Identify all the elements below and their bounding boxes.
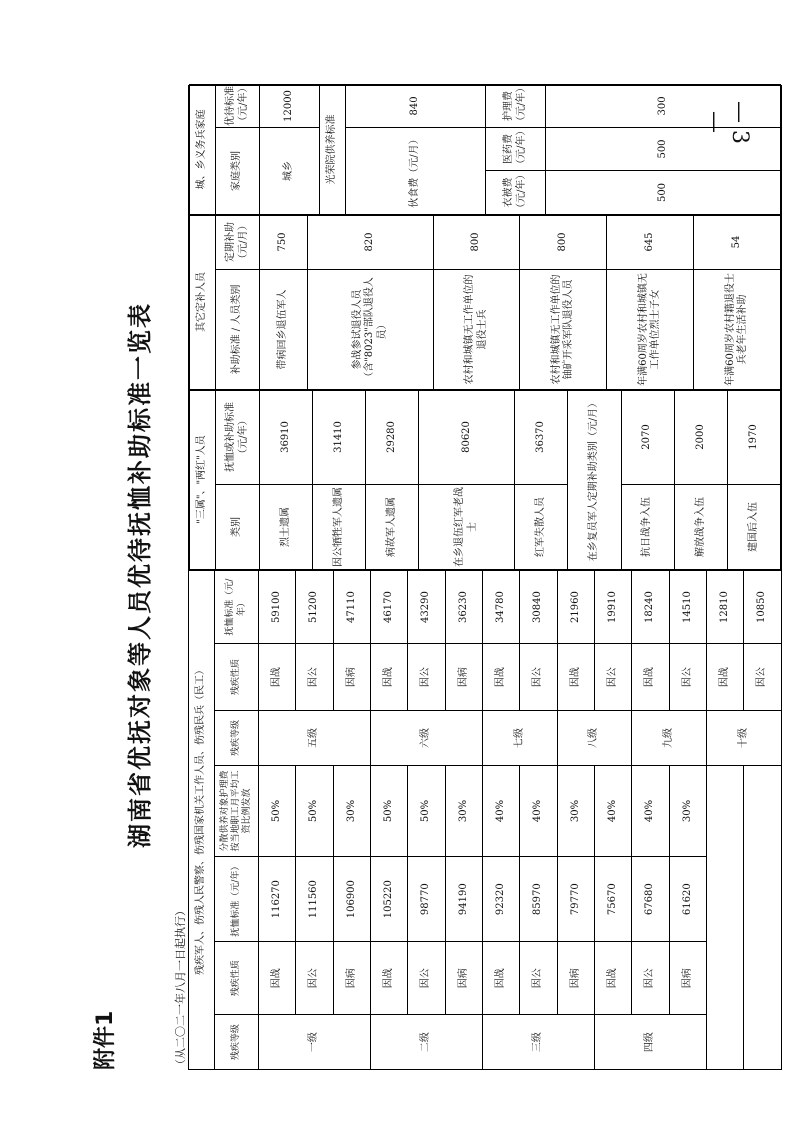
amount-cell: 47110	[333, 571, 370, 644]
amount-cell: 36370	[515, 390, 568, 485]
type-cell: 红军失散人员	[515, 485, 568, 570]
medical-label: 医药费（元/年）	[486, 128, 546, 171]
amount-cell: 61620	[669, 857, 706, 942]
nature-cell: 因病	[333, 942, 370, 1015]
amount-cell: 31410	[313, 390, 366, 485]
type-cell: 带病回乡退伍军人	[260, 270, 308, 390]
amount-cell: 800	[520, 215, 607, 270]
amount-cell: 59100	[259, 571, 296, 644]
type-cell: 因公牺牲军人遗属	[313, 485, 366, 570]
nature-cell: 因公	[408, 644, 445, 711]
amount-cell: 14510	[669, 571, 706, 644]
amount-cell: 34780	[483, 571, 520, 644]
rural-header: 城、乡义务兵家庭	[190, 84, 216, 214]
nature-cell: 因公	[296, 644, 333, 711]
three-reds-section	[188, 390, 782, 570]
col-type: 补助标准 / 人员类别	[216, 270, 260, 390]
grade-cell: 六级	[371, 711, 483, 766]
care-label: 护理费（元/年）	[486, 84, 546, 127]
nature-cell: 因战	[595, 942, 632, 1015]
type-cell: 病故军人遗属	[366, 485, 419, 570]
grade-cell: 五级	[259, 711, 371, 766]
urban-rural-amount: 12000	[260, 84, 320, 127]
amount-cell: 645	[607, 215, 694, 270]
medical-amount: 500	[546, 128, 781, 171]
nature-cell: 因病	[557, 942, 594, 1015]
amount-cell: 21960	[557, 571, 594, 644]
amount-cell: 820	[308, 215, 434, 270]
subsidy-standards-table	[188, 82, 782, 1070]
grade-cell: 三级	[483, 1015, 595, 1070]
nature-cell: 因病	[445, 942, 482, 1015]
rural-section	[188, 82, 782, 215]
type-cell: 解放战争入伍	[674, 485, 727, 570]
amount-cell: 29280	[366, 390, 419, 485]
type-cell: 烈士遗属	[260, 485, 313, 570]
amount-cell: 46170	[371, 571, 408, 644]
care-cell: 40%	[632, 765, 669, 856]
type-cell: 参战参试退役人员（含"8023"部队退役人员）	[308, 270, 434, 390]
col-care: 分散供养对象护理费按当地职工月平均工资比例发放	[215, 765, 259, 856]
nature-cell: 因战	[483, 644, 520, 711]
page-title: 湖南省优抚对象等人员优待抚恤补助标准一览表	[126, 302, 154, 848]
amount-cell: 19910	[595, 571, 632, 644]
nature-cell: 因战	[707, 644, 744, 711]
type-cell: 年满60周岁农村籍退役士兵老年生活补助	[694, 270, 781, 390]
type-cell: 建国后入伍	[727, 485, 780, 570]
nature-cell: 因公	[296, 942, 333, 1015]
col-nature: 残疾性质	[215, 942, 259, 1015]
care-cell: 40%	[483, 765, 520, 856]
veterans-header: 在乡复员军人定期补助类别（元/月）	[568, 390, 621, 570]
nature-cell: 因战	[483, 942, 520, 1015]
amount-cell: 111560	[296, 857, 333, 942]
care-cell: 30%	[445, 765, 482, 856]
annex-label: 附件1	[93, 1010, 118, 1070]
care-cell: 50%	[408, 765, 445, 856]
amount-cell: 98770	[408, 857, 445, 942]
grade-cell: 四级	[595, 1015, 707, 1070]
nature-cell: 因公	[632, 942, 669, 1015]
col-grade-2: 残疾等级	[215, 711, 259, 766]
grade-cell: 一级	[259, 1015, 371, 1070]
col-standard: 抚恤标准（元/年）	[215, 857, 259, 942]
col-nature-2: 残疾性质	[215, 644, 259, 711]
dependents-header: 光荣院供养标准	[320, 84, 346, 214]
nature-cell: 因公	[520, 644, 557, 711]
page-number: — 3 —	[702, 100, 752, 144]
care-cell: 30%	[557, 765, 594, 856]
disabled-group-header: 残疾军人、伤残人民警察、伤残国家机关工作人员、伤残民兵（民工）	[189, 571, 215, 1070]
subsidy-label: 伙食费（元/月）	[346, 128, 486, 215]
three-reds-header: "三属"、"两红"人员	[190, 390, 216, 570]
amount-cell: 54	[694, 215, 781, 270]
nature-cell: 因战	[371, 942, 408, 1015]
amount-cell: 12810	[707, 571, 744, 644]
col-type: 类别	[216, 485, 260, 570]
amount-cell: 79770	[557, 857, 594, 942]
amount-cell: 800	[433, 215, 520, 270]
nature-cell: 因病	[669, 942, 706, 1015]
col-standard: 抚恤或补助标准（元/年）	[216, 390, 260, 485]
clothing-label: 衣被费（元/年）	[486, 171, 546, 215]
care-amount: 300	[546, 84, 781, 127]
effective-date: （从二〇二一年八月一日起执行）	[174, 905, 187, 1070]
nature-cell: 因公	[744, 644, 782, 711]
grade-cell: 七级	[483, 711, 558, 766]
nature-cell: 因战	[259, 942, 296, 1015]
amount-cell: 92320	[483, 857, 520, 942]
clothing-amount: 500	[546, 171, 781, 215]
amount-cell: 36230	[445, 571, 482, 644]
nature-cell: 因战	[371, 644, 408, 711]
amount-cell: 30840	[520, 571, 557, 644]
col-amount: 定期补助（元/月）	[216, 215, 260, 270]
amount-cell: 2070	[621, 390, 674, 485]
care-cell: 30%	[333, 765, 370, 856]
care-cell: 30%	[669, 765, 706, 856]
nature-cell: 因公	[669, 644, 706, 711]
amount-cell: 116270	[259, 857, 296, 942]
amount-cell: 1970	[727, 390, 780, 485]
col-standard-2: 抚恤标准（元/年）	[215, 571, 259, 644]
subsidy-amount: 840	[346, 84, 486, 127]
type-cell: 抗日战争入伍	[621, 485, 674, 570]
type-cell: 在乡退伍红军老战士	[419, 485, 515, 570]
amount-cell: 80620	[419, 390, 515, 485]
nature-cell: 因公	[520, 942, 557, 1015]
urban-rural-cell: 城乡	[260, 128, 320, 215]
care-cell: 40%	[595, 765, 632, 856]
col-standard: 优待标准（元/年）	[216, 84, 260, 127]
nature-cell: 因病	[333, 644, 370, 711]
col-type: 家庭类别	[216, 128, 260, 215]
amount-cell: 67680	[632, 857, 669, 942]
nature-cell: 因战	[557, 644, 594, 711]
nature-cell: 因战	[632, 644, 669, 711]
grade-cell: 十级	[707, 711, 782, 766]
nature-cell: 因公	[408, 942, 445, 1015]
grade-cell: 二级	[371, 1015, 483, 1070]
care-cell: 50%	[371, 765, 408, 856]
type-cell: 年满60周岁农村和城镇无工作单位烈士子女	[607, 270, 694, 390]
col-grade: 残疾等级	[215, 1015, 259, 1070]
amount-cell: 10850	[744, 571, 782, 644]
disabled-section	[188, 570, 782, 1070]
nature-cell: 因公	[595, 644, 632, 711]
care-cell: 50%	[259, 765, 296, 856]
amount-cell: 106900	[333, 857, 370, 942]
amount-cell: 43290	[408, 571, 445, 644]
amount-cell: 105220	[371, 857, 408, 942]
amount-cell: 18240	[632, 571, 669, 644]
type-cell: 农村和城镇无工作单位的铀矿开采军队退役人员	[520, 270, 607, 390]
amount-cell: 2000	[674, 390, 727, 485]
care-cell: 40%	[520, 765, 557, 856]
amount-cell: 94190	[445, 857, 482, 942]
others-header: 其它定补人员	[190, 215, 216, 390]
amount-cell: 75670	[595, 857, 632, 942]
others-section	[188, 215, 782, 390]
type-cell: 农村和城镇无工作单位的退役士兵	[433, 270, 520, 390]
amount-cell: 51200	[296, 571, 333, 644]
grade-cell: 八级	[557, 711, 632, 766]
amount-cell: 85970	[520, 857, 557, 942]
rotated-page-content	[86, 80, 786, 1070]
nature-cell: 因战	[259, 644, 296, 711]
nature-cell: 因病	[445, 644, 482, 711]
grade-cell: 九级	[632, 711, 707, 766]
amount-cell: 750	[260, 215, 308, 270]
amount-cell: 36910	[260, 390, 313, 485]
care-cell: 50%	[296, 765, 333, 856]
